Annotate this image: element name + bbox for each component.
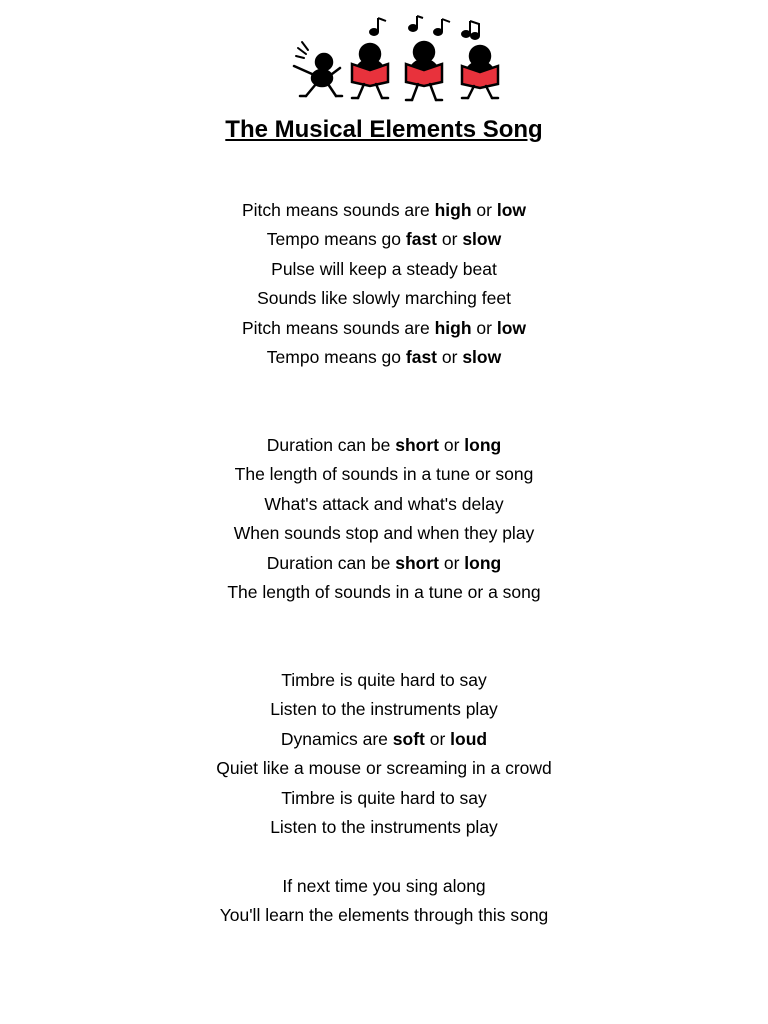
lyric-keyword: long [464, 435, 502, 455]
lyric-keyword: slow [462, 347, 502, 367]
lyric-text: Quiet like a mouse or screaming in a crowd [216, 758, 552, 779]
lyric-text: Tempo means go [266, 229, 406, 250]
song-title: The Musical Elements Song [225, 116, 543, 143]
lyric-keyword: fast [405, 229, 438, 250]
lyric-text: Pitch means sounds are [241, 317, 435, 338]
lyric-text: The length of sounds in a tune or a song [227, 582, 541, 602]
lyric-text: Tempo means go [266, 347, 406, 367]
lyric-text: or [437, 347, 463, 367]
lyric-text: Pitch means sounds are [241, 200, 435, 220]
lyric-text: or [471, 200, 497, 220]
lyric-text: Pulse will keep a steady beat [271, 258, 497, 279]
lyric-text: Timbre is quite hard to say [281, 670, 487, 690]
lyric-text: Timbre is quite hard to say [281, 787, 487, 808]
lyric-line [0, 728, 768, 750]
lyric-line [0, 787, 768, 809]
lyric-keyword: low [496, 200, 526, 220]
lyric-text: If next time you sing along [282, 876, 486, 896]
lyric-text: Duration can be [266, 552, 396, 573]
lyric-keyword: short [395, 435, 439, 455]
lyric-line [0, 463, 768, 485]
lyric-text: Listen to the instruments play [270, 817, 498, 837]
lyric-text: What's attack and what's delay [264, 493, 504, 514]
lyric-keyword: slow [462, 229, 502, 250]
lyric-text: or [424, 728, 451, 749]
lyric-text: When sounds stop and when they play [233, 523, 535, 544]
lyric-line [0, 522, 768, 544]
music-notes-icon [370, 16, 479, 39]
lyric-text: or [471, 317, 497, 338]
lyric-line [0, 493, 768, 515]
lyric-line [0, 258, 768, 280]
lyric-text: Sounds like slowly marching feet [257, 288, 511, 309]
lyric-line [0, 199, 768, 221]
lyric-keyword: loud [450, 728, 488, 749]
lyric-line [0, 904, 768, 926]
lyric-text: You'll learn the elements through this song [219, 905, 549, 926]
lyric-line [0, 346, 768, 368]
lyric-line [0, 581, 768, 603]
lyric-line [0, 434, 768, 456]
lyric-line [0, 317, 768, 339]
singing-choir-icon [276, 12, 514, 104]
lyric-line [0, 552, 768, 574]
lyric-line [0, 875, 768, 897]
lyric-keyword: low [496, 317, 526, 338]
lyric-text: or [438, 552, 465, 573]
lyric-text: or [438, 435, 465, 455]
lyric-keyword: short [395, 552, 439, 573]
lyric-line [0, 816, 768, 838]
lyric-text: The length of sounds in a tune or song [234, 464, 534, 485]
lyric-text: or [437, 229, 463, 250]
lyric-text: Dynamics are [280, 728, 393, 749]
lyric-line [0, 228, 768, 250]
lyric-line [0, 287, 768, 309]
lyric-line [0, 757, 768, 779]
lyric-keyword: long [464, 552, 502, 573]
lyric-keyword: high [434, 200, 472, 220]
lyric-text: Duration can be [266, 435, 396, 455]
lyric-text: Listen to the instruments play [270, 699, 498, 720]
lyric-line [0, 669, 768, 691]
lyric-keyword: high [434, 317, 472, 338]
lyric-line [0, 698, 768, 720]
lyric-keyword: soft [392, 728, 425, 749]
lyric-keyword: fast [405, 347, 438, 367]
